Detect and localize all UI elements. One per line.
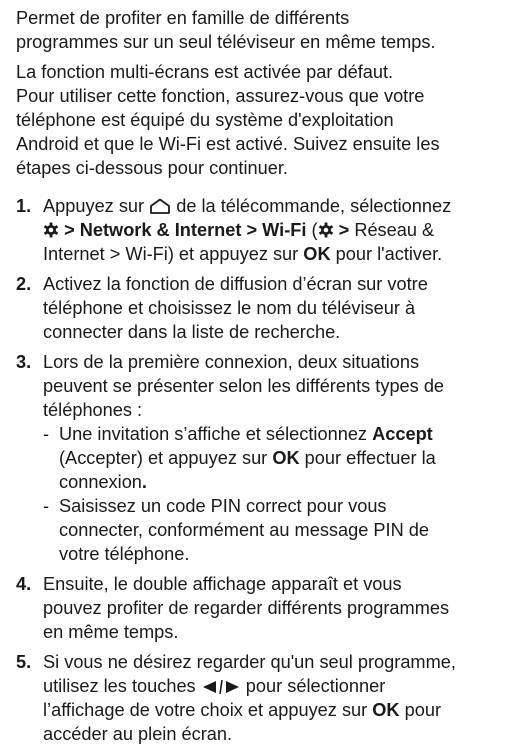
step-text: de la télécommande, sélectionnez <box>176 196 452 216</box>
intro-line: Permet de profiter en famille de différents <box>16 8 350 28</box>
gear-icon <box>43 222 59 238</box>
sub-text: Une invitation s’affiche et sélectionnez <box>59 424 368 444</box>
sub-text: votre téléphone. <box>59 544 190 564</box>
bullet-dash: - <box>43 496 50 516</box>
gear-icon <box>318 222 334 238</box>
sub-text: (Accepter) et appuyez sur <box>59 448 268 468</box>
sub-item-pin <box>43 494 494 566</box>
step-number: 3. <box>16 352 32 372</box>
step-text: accéder au plein écran. <box>43 724 233 744</box>
step-text: Réseau & <box>354 220 435 240</box>
accept-label: Accept <box>372 424 433 444</box>
intro-line: téléphone est équipé du système d'exploitation <box>16 110 394 130</box>
intro-paragraph-2 <box>16 60 494 180</box>
step-text: peuvent se présenter selon les différents types de <box>43 376 445 396</box>
sub-text: connecter, conformément au message PIN de <box>59 520 430 540</box>
intro-line: La fonction multi-écrans est activée par défaut. <box>16 62 394 82</box>
sub-text-period: . <box>141 472 147 492</box>
ok-key-label: OK <box>372 700 400 720</box>
step-text: pour l'activer. <box>335 244 443 264</box>
step-text: Ensuite, le double affichage apparaît et vous <box>43 574 402 594</box>
intro-line: Android et que le Wi-Fi est activé. Suivez ensuite les <box>16 134 440 154</box>
step-text: Si vous ne désirez regarder qu'un seul programme, <box>43 652 456 672</box>
step-text: Lors de la première connexion, deux situations <box>43 352 420 372</box>
sub-text: Saisissez un code PIN correct pour vous <box>59 496 387 516</box>
step-text: l’affichage de votre choix et appuyez sur <box>43 700 368 720</box>
step-text: ( <box>311 220 318 240</box>
step-text: connecter dans la liste de recherche. <box>43 322 341 342</box>
intro-paragraph-1 <box>16 6 494 54</box>
sub-text: pour effectuer la <box>304 448 436 468</box>
step-3 <box>16 350 494 566</box>
step-2 <box>16 272 494 344</box>
step-menu-arrow: > <box>338 220 350 240</box>
step-text: téléphones : <box>43 400 143 420</box>
step-1 <box>16 194 494 266</box>
step-text: utilisez les touches <box>43 676 196 696</box>
step-text: pouvez profiter de regarder différents programmes <box>43 598 450 618</box>
step-text: Appuyez sur <box>43 196 145 216</box>
step-text: Internet > Wi-Fi) et appuyez sur <box>43 244 299 264</box>
ok-key-label: OK <box>272 448 300 468</box>
intro-line: étapes ci-dessous pour continuer. <box>16 158 288 178</box>
step-number: 1. <box>16 196 32 216</box>
step-4 <box>16 572 494 644</box>
sub-item-invitation <box>43 422 494 494</box>
step-text: Activez la fonction de diffusion d’écran sur votre <box>43 274 428 294</box>
step-number: 2. <box>16 274 32 294</box>
left-right-arrows-icon <box>201 680 241 694</box>
step-number: 5. <box>16 652 32 672</box>
step-menu-path: > Network & Internet > Wi-Fi <box>64 220 307 240</box>
home-icon <box>149 198 171 214</box>
intro-line: Pour utiliser cette fonction, assurez-vous que votre <box>16 86 425 106</box>
steps-list <box>16 194 494 746</box>
step-number: 4. <box>16 574 32 594</box>
sub-text: connexion <box>59 472 142 492</box>
bullet-dash: - <box>43 424 50 444</box>
ok-key-label: OK <box>303 244 331 264</box>
step-text: pour <box>404 700 442 720</box>
step-text: pour sélectionner <box>245 676 386 696</box>
step-text: en même temps. <box>43 622 179 642</box>
intro-line: programmes sur un seul téléviseur en même temps. <box>16 32 436 52</box>
step-text: téléphone et choisissez le nom du téléviseur à <box>43 298 416 318</box>
